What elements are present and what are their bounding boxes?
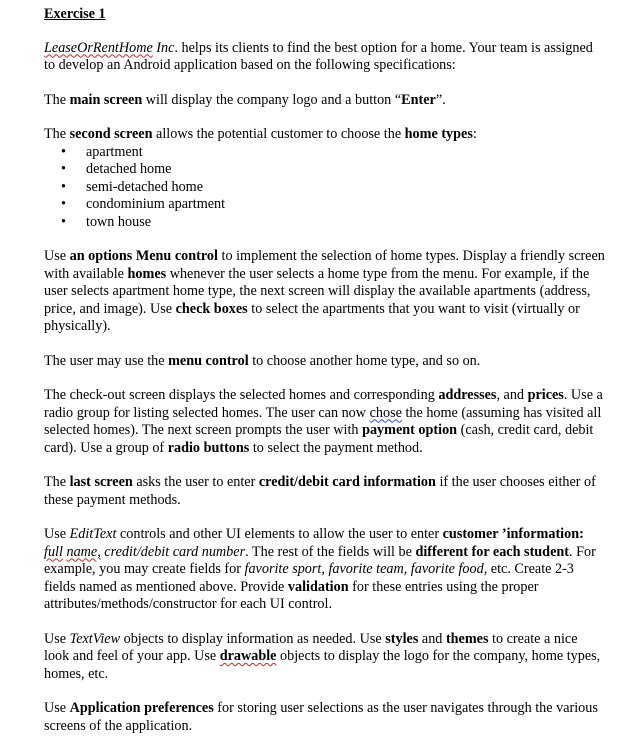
company-suffix: Inc (152, 39, 175, 56)
flagged-word: full (44, 543, 63, 560)
bold-term: addresses (438, 387, 497, 403)
text-run: . Use a radio group for listing selected homes. The user can now (44, 387, 603, 421)
intro-paragraph (44, 40, 606, 75)
text-run: The (44, 91, 70, 108)
text-run: to select the payment method. (249, 439, 423, 456)
flagged-word: chose (369, 404, 402, 421)
text-run: , etc. Create 2-3 fields named as mentioned above. Provide (44, 561, 574, 595)
list-item: • town house (44, 214, 606, 232)
bold-term: radio buttons (167, 439, 250, 456)
list-item: • apartment (44, 144, 606, 162)
text-run: will display the company logo and a button “ (142, 91, 402, 108)
flagged-word: name, (66, 543, 101, 560)
italic-term: favorite sport, favorite team, favorite food (244, 561, 484, 577)
company-name: LeaseOrRentHome (44, 39, 153, 56)
text-run: to create a nice look and feel of your app. Use (44, 630, 578, 664)
bold-term: an options Menu control (69, 248, 218, 264)
text-run: if the user chooses either of these payment methods. (44, 474, 596, 508)
text-run: for these entries using the proper attributes/methods/constructor for each UI control. (44, 578, 539, 612)
text-run: Use (44, 630, 70, 647)
text-run: ”. (435, 91, 446, 108)
text-run: (cash, credit card, debit card). Use a group of (44, 422, 594, 456)
bold-term: menu control (168, 352, 249, 369)
text-run: to select the apartments that you want to visit (virtually or physically). (44, 300, 580, 334)
text-run: to choose another home type, and so on. (248, 352, 481, 369)
bold-term: last screen (69, 474, 133, 490)
list-item: • condominium apartment (44, 196, 606, 214)
bold-term: second screen (69, 126, 153, 142)
second-screen-paragraph (44, 126, 606, 144)
text-run: Use (44, 700, 70, 716)
main-screen-paragraph (44, 92, 606, 110)
preferences-paragraph (44, 700, 606, 735)
italic-term: EditText (69, 526, 117, 542)
text-run: asks the user to enter (132, 474, 259, 490)
italic-term: credit/debit card number (100, 543, 246, 560)
text-run: . The rest of the fields will be (245, 543, 416, 560)
text-run: to implement the selection of home types. Display a friendly screen with available (44, 248, 605, 282)
text-run: the home (assuming has visited all selected homes). The next screen prompts the user with (44, 404, 602, 438)
bold-term: styles (385, 630, 419, 647)
bold-term: Application preferences (69, 700, 214, 716)
text-run: The (44, 474, 70, 490)
text-run: The check-out screen displays the selected homes and corresponding (44, 387, 439, 403)
textview-paragraph (44, 631, 606, 684)
text-run: objects to display the logo for the company, home types, homes, etc. (44, 648, 601, 682)
flagged-word: drawable (219, 648, 277, 664)
bold-term: credit/debit card information (258, 474, 436, 490)
bold-term: main screen (69, 91, 143, 108)
bold-term: check boxes (175, 300, 248, 317)
text-run: and (418, 630, 446, 647)
bold-term: customer ’information: (442, 526, 584, 542)
list-item: • detached home (44, 161, 606, 179)
bold-term: validation (287, 578, 349, 595)
text-run: whenever the user selects a home type from the menu. For example, if the user selects apartment home type, the next screen will display the available apartments (address, price, and image). Use (44, 265, 591, 317)
options-menu-paragraph (44, 248, 606, 336)
bold-term: themes (445, 630, 489, 647)
text-run: controls and other UI elements to allow the user to enter (116, 526, 443, 542)
text-run: , and (496, 387, 528, 403)
text-run: The user may use the (44, 352, 169, 369)
list-item: • semi-detached home (44, 179, 606, 197)
text-run: : (472, 126, 477, 142)
text-run: for storing user selections as the user navigates through the various screens of the application. (44, 700, 598, 734)
bold-term: prices (527, 387, 564, 403)
exercise-title: Exercise 1 (44, 6, 106, 22)
text-run: Use (44, 248, 70, 264)
edittext-paragraph (44, 526, 606, 614)
bold-term: Enter (401, 91, 436, 108)
document-body (44, 6, 606, 752)
intro-text: . helps its clients to find the best option for a home. Your team is assigned to develop an Android application based on the following specifications: (44, 39, 593, 73)
last-screen-paragraph (44, 474, 606, 509)
checkout-paragraph (44, 387, 606, 457)
home-types-list (44, 144, 606, 232)
text-run: Use (44, 526, 70, 542)
menu-control-paragraph (44, 353, 606, 371)
italic-term: TextView (69, 630, 121, 647)
text-run: The (44, 126, 70, 142)
bold-term: home types (404, 126, 473, 142)
text-run: . For example, you may create fields for (44, 543, 596, 577)
bold-term: payment option (362, 422, 458, 438)
bold-term: different for each student (415, 543, 569, 560)
text-run: objects to display information as needed. Use (120, 630, 386, 647)
bold-term: homes (127, 265, 167, 282)
text-run: allows the potential customer to choose the (152, 126, 405, 142)
